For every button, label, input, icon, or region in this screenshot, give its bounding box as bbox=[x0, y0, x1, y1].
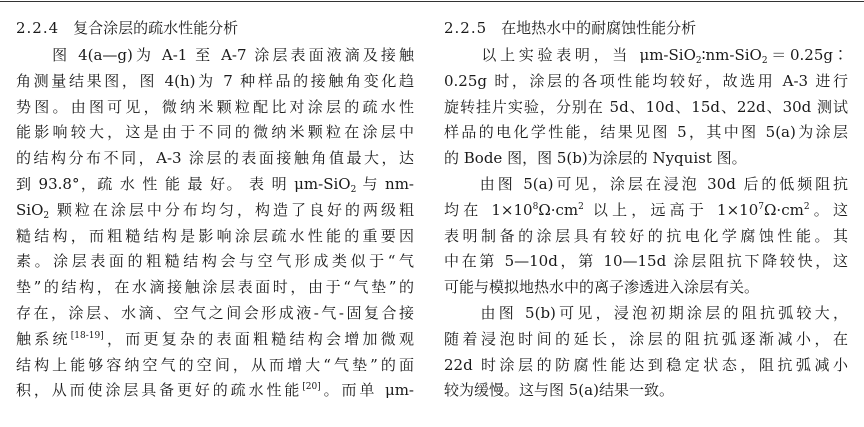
text-run: 到 93.8°，疏 水 性 能 最 好。 表 明 μm-SiO bbox=[16, 174, 351, 193]
text-line bbox=[16, 224, 414, 250]
section-title: 在地热水中的耐腐蚀性能分析 bbox=[501, 19, 697, 37]
text-line bbox=[444, 249, 848, 275]
text-line bbox=[16, 249, 414, 275]
text-run: 可能与模拟地热水中的离子渗透进入涂层有关。 bbox=[444, 278, 760, 297]
text-line bbox=[16, 120, 414, 146]
text-line bbox=[444, 353, 848, 379]
text-line bbox=[444, 146, 848, 172]
text-run: 触系统 bbox=[16, 329, 71, 348]
subscript: 2 bbox=[350, 184, 357, 195]
text-run: 。这 bbox=[809, 200, 848, 219]
text-run: 的 Bode 图，图 5(b)为涂层的 Nyquist 图。 bbox=[444, 149, 747, 168]
text-run: 势图。由图可见，微纳米颗粒配比对涂层的疏水性 bbox=[16, 97, 414, 116]
text-run: 旋转挂片实验，分别在 5d、10d、15d、22d、30d 测试 bbox=[444, 97, 848, 116]
text-run: 能影响较大，这是由于不同的微纳米颗粒在涂层中 bbox=[16, 123, 414, 142]
text-line bbox=[16, 95, 414, 121]
section-title: 复合涂层的疏水性能分析 bbox=[73, 19, 239, 37]
text-line bbox=[16, 69, 414, 95]
superscript: [20] bbox=[302, 382, 321, 393]
text-run: 糙结构，而粗糙结构是影响涂层疏水性能的重要因 bbox=[16, 226, 414, 245]
superscript: 2 bbox=[803, 201, 810, 212]
text-line bbox=[16, 43, 414, 69]
section-number: 2.2.5 bbox=[444, 19, 488, 37]
text-run: 由图 5(b)可见，浸泡初期涂层的阻抗弧较大， bbox=[444, 303, 848, 322]
subscript: 2 bbox=[43, 210, 50, 221]
superscript: 2 bbox=[578, 201, 584, 212]
superscript: 8 bbox=[532, 201, 539, 212]
text-run: 0.25g 时，涂层的各项性能均较好，故选用 A-3 进行 bbox=[444, 71, 848, 90]
text-run: 中在第 5—10d，第 10—15d 涂层阻抗下降较快，这 bbox=[444, 252, 848, 271]
text-line bbox=[16, 275, 414, 301]
text-line bbox=[444, 378, 848, 404]
superscript: [18-19] bbox=[70, 330, 104, 341]
text-run: 表明制备的涂层具有较好的抗电化学腐蚀性能。其 bbox=[444, 226, 848, 245]
text-run: 随着浸泡时间的延长，涂层的阻抗弧逐渐减小，在 bbox=[444, 329, 848, 348]
text-line bbox=[444, 198, 848, 224]
text-line bbox=[16, 378, 414, 404]
top-rule bbox=[0, 1, 864, 2]
text-run: 结构上能够容纳空气的空间，从而增大“气垫”的面 bbox=[16, 355, 414, 374]
text-run: 22d 时涂层的防腐性能达到稳定状态，阻抗弧减小 bbox=[444, 355, 848, 374]
superscript: 7 bbox=[758, 201, 764, 212]
text-line bbox=[444, 43, 848, 69]
text-run: 由图 5(a)可见，涂层在浸泡 30d 后的低频阻抗 bbox=[444, 174, 848, 193]
text-line bbox=[444, 172, 848, 198]
text-run: ＝0.25g∶ bbox=[767, 46, 848, 64]
section-heading-2-2-5 bbox=[444, 18, 848, 40]
section-number: 2.2.4 bbox=[16, 19, 60, 37]
text-run: 与 nm- bbox=[356, 174, 414, 193]
text-line bbox=[444, 275, 848, 301]
text-run: 颗粒在涂层中分布均匀，构造了良好的两级粗 bbox=[49, 200, 414, 219]
text-line bbox=[444, 327, 848, 353]
text-line bbox=[16, 353, 414, 379]
text-line bbox=[444, 224, 848, 250]
text-run: 素。涂层表面的粗糙结构会与空气形成类似于“气 bbox=[16, 252, 414, 271]
text-run: 。而单 μm- bbox=[320, 381, 414, 400]
subscript: 2 bbox=[695, 56, 702, 66]
text-line bbox=[16, 172, 414, 198]
text-line bbox=[444, 95, 848, 121]
left-column bbox=[16, 18, 414, 404]
text-run: 以上实验表明，当 μm-SiO bbox=[444, 46, 696, 64]
section-heading-2-2-4 bbox=[16, 18, 414, 40]
text-line bbox=[16, 198, 414, 224]
right-column bbox=[444, 18, 848, 404]
text-run: Ω·cm bbox=[538, 200, 579, 219]
text-run: SiO bbox=[16, 200, 44, 219]
text-run: 以上，远高于 1×10 bbox=[583, 200, 759, 219]
left-body-text bbox=[16, 43, 414, 404]
text-run: 图 4(a—g)为 A-1 至 A-7 涂层表面液滴及接触 bbox=[16, 46, 414, 64]
text-run: 存在，涂层、水滴、空气之间会形成液-气-固复合接 bbox=[16, 303, 414, 322]
text-run: 均在 1×10 bbox=[444, 200, 533, 219]
text-line bbox=[16, 301, 414, 327]
subscript: 2 bbox=[761, 56, 768, 66]
text-run: 角测量结果图，图 4(h)为 7 种样品的接触角变化趋 bbox=[16, 71, 414, 90]
text-line bbox=[444, 69, 848, 95]
text-run: ∶nm-SiO bbox=[701, 46, 762, 64]
text-run: ，而更复杂的表面粗糙结构会增加微观 bbox=[103, 329, 414, 348]
text-run: 积，从而使涂层具备更好的疏水性能 bbox=[16, 381, 303, 400]
text-line bbox=[444, 120, 848, 146]
text-line bbox=[16, 146, 414, 172]
text-run: 较为缓慢。这与图 5(a)结果一致。 bbox=[444, 381, 674, 400]
text-run: 垫”的结构，在水滴接触涂层表面时，由于“气垫”的 bbox=[16, 278, 414, 297]
text-line bbox=[16, 327, 414, 353]
text-run: Ω·cm bbox=[764, 200, 804, 219]
text-run: 样品的电化学性能，结果见图 5，其中图 5(a)为涂层 bbox=[444, 123, 848, 142]
text-line bbox=[444, 301, 848, 327]
text-run: 的结构分布不同，A-3 涂层的表面接触角值最大，达 bbox=[16, 149, 414, 168]
right-body-text bbox=[444, 43, 848, 404]
